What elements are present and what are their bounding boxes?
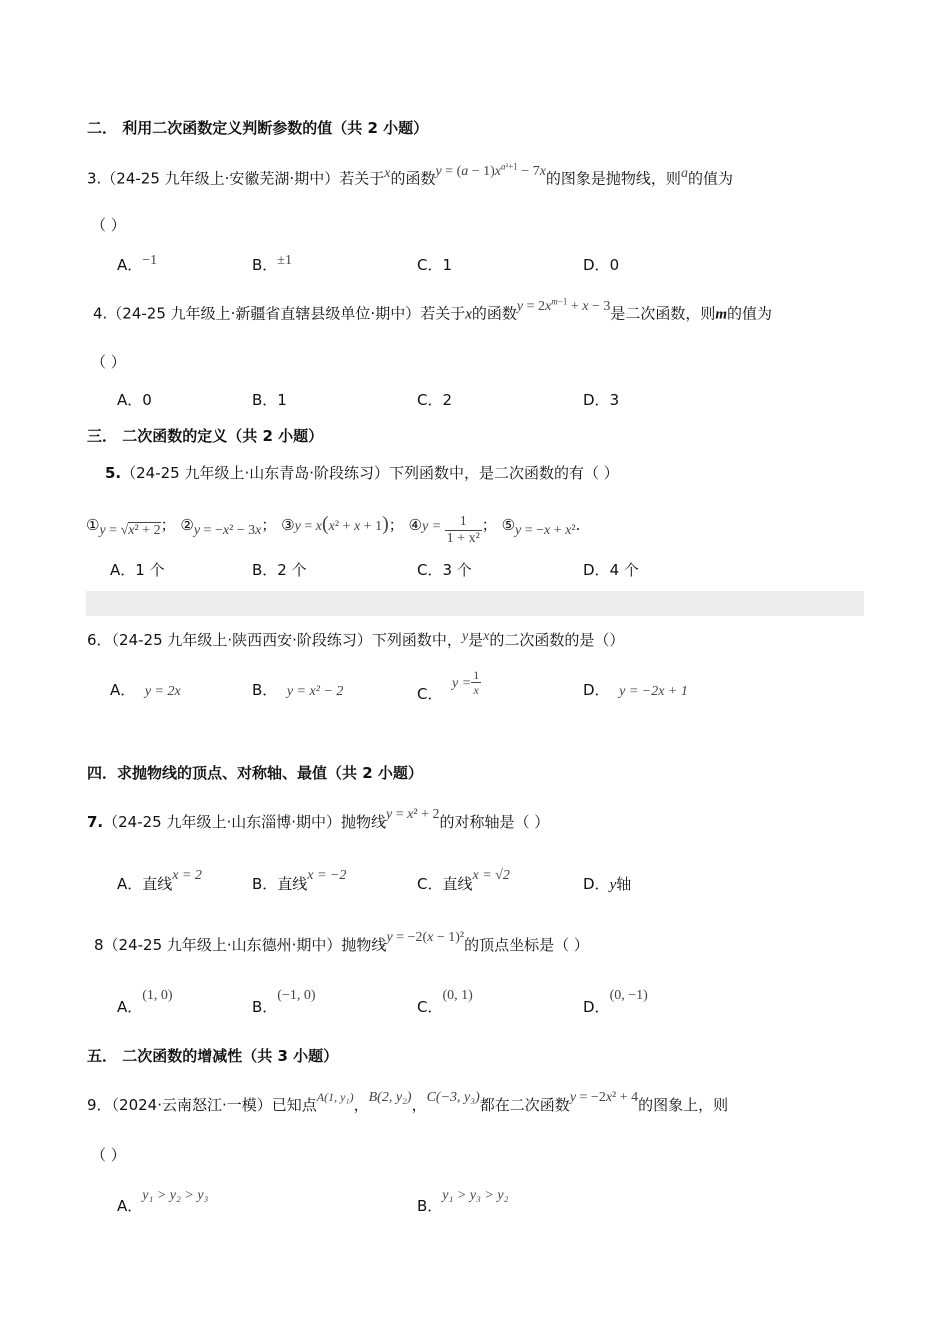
option-value: (0, −1): [609, 988, 648, 1003]
option-value: y₁ > y₃ > y₂: [442, 1188, 509, 1203]
q3-formula: $y = (a - 1)x^{a^2+1} - 7x$: [435, 161, 546, 179]
q8-option-d[interactable]: [583, 988, 648, 1017]
q4-paren: （ ）: [91, 353, 126, 371]
option-label: B．直线: [252, 875, 308, 893]
section-3-title: 三． 二次函数的定义（共 2 小题）: [87, 427, 324, 445]
option-label: A．: [117, 998, 143, 1016]
option-value: x = 2: [172, 868, 202, 883]
option-label: C．: [417, 685, 443, 703]
option-value: 0: [609, 256, 620, 274]
q5-item-5-formula: y = −x + x²: [515, 523, 576, 538]
option-lhs: y =: [452, 676, 472, 691]
q3-stem: [87, 161, 733, 189]
q6-var-y: y: [461, 629, 469, 644]
q4-option-a[interactable]: [117, 390, 152, 410]
option-label: B．: [417, 1197, 443, 1215]
q6-stem-post: 的二次函数的是（）: [489, 631, 625, 649]
comma: ，: [353, 1096, 369, 1114]
frac-denominator: 1 + x²: [446, 531, 480, 547]
option-value: x = √2: [472, 868, 510, 883]
q5-item-3-formula: y = x(x² + x + 1): [294, 513, 389, 535]
option-value: 4 个: [609, 561, 639, 579]
option-label: B．: [252, 998, 278, 1016]
q3-option-c[interactable]: [417, 255, 452, 275]
q9-stem: [87, 1090, 729, 1115]
option-label: B．: [252, 681, 278, 699]
option-label: C．: [417, 998, 443, 1016]
q3-var-x: x: [384, 165, 391, 181]
option-value: ±1: [277, 253, 292, 268]
q5-option-d[interactable]: [583, 560, 639, 580]
option-label: C．直线: [417, 875, 473, 893]
item-sep: ；: [481, 516, 497, 534]
grey-separator-band: [86, 591, 864, 616]
q3-option-b[interactable]: [252, 255, 292, 275]
q5-option-c[interactable]: [417, 560, 472, 580]
option-label: A．: [110, 561, 136, 579]
q9-point-b: B(2, y₂): [368, 1090, 412, 1105]
q5-item-1-formula: y = √x² + 2: [99, 523, 161, 538]
q3-stem-pre: 3.（24-25 九年级上·安徽芜湖·期中）若关于: [87, 169, 385, 188]
q5-num: 5.: [105, 464, 122, 482]
q4-option-b[interactable]: [252, 390, 287, 410]
comma: ，: [411, 1096, 427, 1114]
q7-num: 7.: [87, 813, 104, 831]
q7-formula: y = x² + 2: [386, 807, 440, 822]
q3-stem-post: 的值为: [687, 169, 733, 188]
q8-stem: [94, 930, 589, 955]
option-suffix: 轴: [616, 875, 632, 893]
q4-stem-post2: 的值为: [727, 304, 773, 323]
q3-stem-mid2: 的图象是抛物线，则: [545, 169, 681, 188]
option-label: D．: [583, 391, 610, 409]
option-value: 3 个: [442, 561, 472, 579]
q4-stem-post: 是二次函数，则: [610, 304, 716, 323]
option-value: (−1, 0): [277, 988, 316, 1003]
q9-stem-pre: 9．（2024·云南怒江·一模）已知点: [87, 1096, 317, 1114]
q7-stem-post: 的对称轴是（ ）: [439, 813, 550, 831]
q5-item-2-formula: y = −x² − 3x: [193, 523, 262, 538]
section-5-title: 五． 二次函数的增减性（共 3 小题）: [87, 1047, 339, 1065]
q6-option-c[interactable]: [417, 668, 481, 703]
q3-option-a[interactable]: [117, 255, 157, 275]
option-value: 0: [142, 391, 152, 409]
item-sep: .: [575, 516, 581, 534]
frac-numerator: 1: [473, 668, 480, 682]
option-value: −1: [142, 253, 158, 268]
item-mark: ①: [86, 516, 100, 534]
q5-items: [86, 510, 581, 547]
q3-paren: （ ）: [91, 216, 126, 234]
option-label: B．: [252, 256, 278, 274]
q9-option-a[interactable]: [117, 1188, 209, 1216]
q4-option-d[interactable]: [583, 390, 619, 410]
q9-option-b[interactable]: [417, 1188, 509, 1216]
option-value: x = −2: [307, 868, 347, 883]
q8-option-c[interactable]: [417, 988, 473, 1017]
q8-option-a[interactable]: [117, 988, 173, 1017]
q8-stem-post: 的顶点坐标是（ ）: [464, 936, 589, 954]
q3-stem-mid: 的函数: [390, 169, 436, 188]
q7-option-b[interactable]: [252, 868, 347, 894]
option-label: C．: [417, 256, 443, 274]
option-label: A．: [117, 1197, 143, 1215]
q4-stem-mid: 的函数: [471, 304, 517, 323]
section-4-title: 四．求抛物线的顶点、对称轴、最值（共 2 小题）: [87, 764, 423, 782]
q6-option-d[interactable]: [583, 680, 688, 700]
q6-stem: [87, 630, 624, 650]
option-value: 1: [442, 256, 453, 274]
option-label: B．: [252, 391, 278, 409]
q9-point-a: A(1, y₁): [316, 1090, 354, 1104]
q4-stem: [93, 296, 773, 324]
q6-option-a[interactable]: [110, 680, 181, 700]
q5-option-a[interactable]: [110, 560, 165, 580]
option-label: B．: [252, 561, 278, 579]
option-value: (1, 0): [142, 988, 173, 1003]
q5-stem: [105, 463, 619, 483]
q5-option-b[interactable]: [252, 560, 307, 580]
q9-point-c: C(−3, y₃): [426, 1090, 480, 1105]
option-value: y₁ > y₂ > y₃: [142, 1188, 209, 1203]
q4-var-x: x: [465, 306, 472, 323]
option-label: A．: [117, 391, 143, 409]
q7-option-c[interactable]: [417, 868, 510, 894]
option-value: y = −2x + 1: [619, 684, 688, 699]
option-value: y = 2x: [144, 684, 181, 699]
option-label: D．: [583, 875, 610, 893]
q9-stem-post: 的图象上，则: [638, 1096, 729, 1114]
q8-option-b[interactable]: [252, 988, 316, 1017]
option-label: C．: [417, 561, 443, 579]
option-value: 3: [609, 391, 620, 409]
q7-stem-pre: （24-25 九年级上·山东淄博·期中）抛物线: [103, 813, 387, 831]
q5-item-4-formula: [422, 514, 482, 547]
option-value: y = x² − 2: [286, 684, 344, 699]
q4-stem-pre: 4.（24-25 九年级上·新疆省直辖县级单位·期中）若关于: [93, 304, 466, 323]
item-sep: ；: [261, 516, 277, 534]
q8-formula: y = −2(x − 1)²: [386, 930, 465, 945]
q7-option-d[interactable]: [583, 874, 631, 894]
q6-stem-pre: 6．（24-25 九年级上·陕西西安·阶段练习）下列函数中，: [87, 631, 462, 649]
option-value: 2: [442, 391, 453, 409]
q6-option-b[interactable]: [252, 680, 343, 700]
option-label: A．: [110, 681, 136, 699]
q9-paren: （ ）: [91, 1146, 126, 1164]
q7-option-a[interactable]: [117, 868, 202, 894]
option-label: C．: [417, 391, 443, 409]
q4-formula: $y = 2x^{m-1} + x - 3$: [516, 296, 611, 314]
q8-stem-pre: 8（24-25 九年级上·山东德州·期中）抛物线: [94, 936, 387, 954]
item-mark: ②: [180, 516, 194, 534]
item-sep: ；: [388, 516, 404, 534]
item-mark: ④: [408, 516, 422, 534]
item-mark: ③: [281, 516, 295, 534]
option-label: A．: [117, 256, 143, 274]
option-value: 2 个: [277, 561, 307, 579]
option-value: y: [609, 877, 617, 893]
q4-option-c[interactable]: [417, 390, 452, 410]
option-label: D．: [583, 998, 610, 1016]
q9-formula: y = −2x² + 4: [569, 1090, 639, 1105]
option-label: A．直线: [117, 875, 173, 893]
item-mark: ⑤: [501, 516, 516, 534]
q3-option-d[interactable]: [583, 255, 619, 275]
frac-lhs: y =: [422, 519, 442, 534]
option-value: (0, 1): [442, 988, 473, 1003]
option-value: 1: [277, 391, 287, 409]
frac-numerator: 1: [445, 514, 482, 531]
option-label: D．: [583, 561, 610, 579]
q4-var-m: m: [715, 306, 728, 323]
q6-var-x: x: [483, 629, 490, 644]
section-2-title: 二． 利用二次函数定义判断参数的值（共 2 小题）: [87, 119, 429, 137]
item-sep: ；: [160, 516, 176, 534]
option-label: D．: [583, 681, 610, 699]
q9-stem-mid: 都在二次函数: [479, 1096, 570, 1114]
option-label: D．: [583, 256, 610, 274]
q3-var-a: a: [680, 165, 688, 181]
q5-stem-text: （24-25 九年级上·山东青岛·阶段练习）下列函数中，是二次函数的有（ ）: [121, 464, 619, 482]
q6-stem-mid: 是: [468, 631, 484, 649]
q7-stem: [87, 807, 550, 832]
frac-denominator: x: [473, 683, 479, 697]
option-value: 1 个: [135, 561, 165, 579]
